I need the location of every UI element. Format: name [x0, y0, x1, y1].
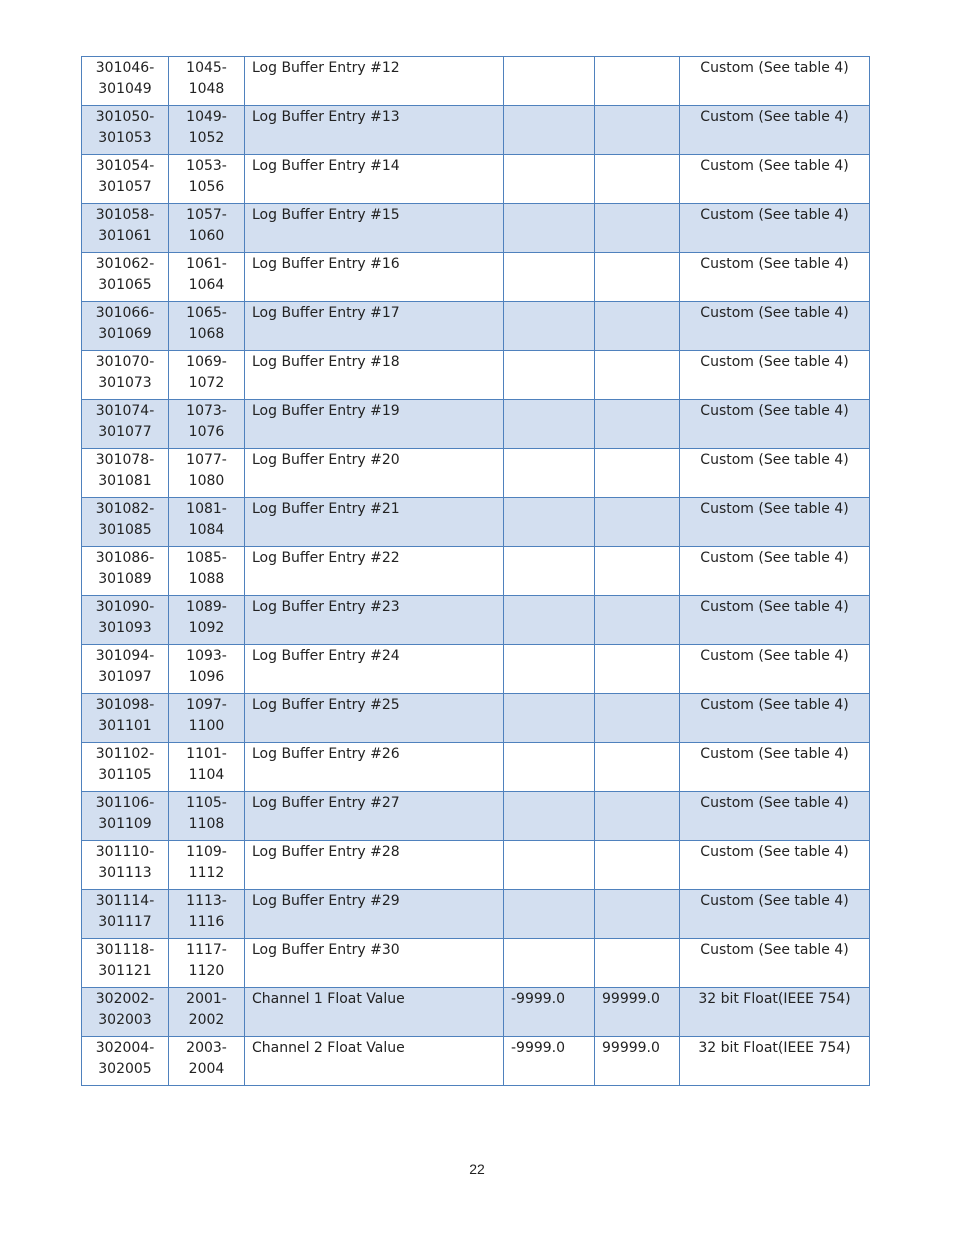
modbus-address-text: 301118-: [95, 942, 155, 958]
register-text: 1101-: [186, 746, 227, 762]
table-row: [82, 890, 870, 939]
modbus-address-text: 301109: [98, 816, 152, 832]
register-text: 1065-: [186, 305, 227, 321]
data-type-cell: [680, 890, 870, 939]
register-cell: [169, 400, 245, 449]
register-text: 1064: [188, 277, 225, 293]
max-value-cell: [595, 596, 680, 645]
modbus-address-cell: [82, 743, 169, 792]
modbus-address-text: 301098-: [95, 697, 155, 713]
min-value-text: -9999.0: [511, 1040, 566, 1056]
max-value-cell: [595, 645, 680, 694]
description-text: Log Buffer Entry #18: [252, 354, 400, 370]
data-type-text: Custom (See table 4): [700, 256, 849, 272]
data-type-text: Custom (See table 4): [700, 109, 849, 125]
data-type-text: 32 bit Float(IEEE 754): [698, 1040, 851, 1056]
max-value-cell: [595, 302, 680, 351]
data-type-text: Custom (See table 4): [700, 648, 849, 664]
data-type-cell: [680, 155, 870, 204]
modbus-address-text: 301086-: [95, 550, 155, 566]
data-type-text: Custom (See table 4): [700, 550, 849, 566]
data-type-text: Custom (See table 4): [700, 501, 849, 517]
description-text: Log Buffer Entry #19: [252, 403, 400, 419]
data-type-text: Custom (See table 4): [700, 452, 849, 468]
table-row: [82, 841, 870, 890]
modbus-address-text: 301065: [98, 277, 152, 293]
table-row: [82, 253, 870, 302]
data-type-cell: [680, 351, 870, 400]
description-text: Channel 1 Float Value: [252, 991, 405, 1007]
register-cell: [169, 547, 245, 596]
description-text: Log Buffer Entry #26: [252, 746, 400, 762]
modbus-address-cell: [82, 498, 169, 547]
modbus-address-text: 301082-: [95, 501, 155, 517]
min-value-cell: [504, 449, 595, 498]
table-row: [82, 1037, 870, 1086]
data-type-cell: [680, 204, 870, 253]
data-type-text: Custom (See table 4): [700, 403, 849, 419]
modbus-address-cell: [82, 645, 169, 694]
modbus-address-text: 301074-: [95, 403, 155, 419]
data-type-text: Custom (See table 4): [700, 746, 849, 762]
register-text: 1112: [188, 865, 225, 881]
description-cell: [245, 400, 504, 449]
table-row: [82, 400, 870, 449]
register-cell: [169, 792, 245, 841]
table-row: [82, 449, 870, 498]
register-text: 1060: [188, 228, 225, 244]
min-value-cell: [504, 596, 595, 645]
description-cell: [245, 351, 504, 400]
modbus-address-cell: [82, 792, 169, 841]
table-row: [82, 743, 870, 792]
register-table: [81, 56, 870, 1086]
modbus-address-text: 301054-: [95, 158, 155, 174]
min-value-cell: [504, 645, 595, 694]
max-value-cell: [595, 890, 680, 939]
register-cell: [169, 449, 245, 498]
modbus-address-text: 301101: [98, 718, 152, 734]
table-row: [82, 204, 870, 253]
register-text: 1093-: [186, 648, 227, 664]
description-text: Log Buffer Entry #20: [252, 452, 400, 468]
page-number: 22: [469, 1161, 485, 1177]
modbus-address-text: 301106-: [95, 795, 155, 811]
data-type-cell: [680, 988, 870, 1037]
register-cell: [169, 939, 245, 988]
description-cell: [245, 890, 504, 939]
register-cell: [169, 253, 245, 302]
max-value-cell: [595, 155, 680, 204]
description-cell: [245, 645, 504, 694]
max-value-text: 99999.0: [602, 1040, 660, 1056]
modbus-address-cell: [82, 988, 169, 1037]
modbus-address-text: 301070-: [95, 354, 155, 370]
table-row: [82, 351, 870, 400]
register-text: 1097-: [186, 697, 227, 713]
register-text: 1096: [188, 669, 225, 685]
register-cell: [169, 351, 245, 400]
register-text: 1088: [188, 571, 225, 587]
modbus-address-text: 301050-: [95, 109, 155, 125]
description-text: Log Buffer Entry #24: [252, 648, 400, 664]
max-value-cell: [595, 939, 680, 988]
data-type-text: Custom (See table 4): [700, 697, 849, 713]
register-text: 1092: [188, 620, 225, 636]
modbus-address-cell: [82, 449, 169, 498]
register-text: 1116: [188, 914, 225, 930]
register-text: 1068: [188, 326, 225, 342]
modbus-address-text: 301105: [98, 767, 152, 783]
modbus-address-text: 301053: [98, 130, 152, 146]
register-text: 1120: [188, 963, 225, 979]
modbus-address-cell: [82, 204, 169, 253]
register-text: 1081-: [186, 501, 227, 517]
description-cell: [245, 302, 504, 351]
data-type-text: Custom (See table 4): [700, 354, 849, 370]
modbus-address-text: 301081: [98, 473, 152, 489]
table-row: [82, 792, 870, 841]
description-text: Log Buffer Entry #16: [252, 256, 400, 272]
description-text: Log Buffer Entry #21: [252, 501, 400, 517]
description-cell: [245, 694, 504, 743]
max-value-cell: [595, 694, 680, 743]
data-type-text: Custom (See table 4): [700, 305, 849, 321]
data-type-cell: [680, 743, 870, 792]
data-type-cell: [680, 1037, 870, 1086]
register-cell: [169, 302, 245, 351]
modbus-address-cell: [82, 106, 169, 155]
max-value-cell: [595, 351, 680, 400]
register-text: 2004: [188, 1061, 225, 1077]
data-type-cell: [680, 302, 870, 351]
modbus-address-text: 301061: [98, 228, 152, 244]
data-type-cell: [680, 939, 870, 988]
modbus-address-text: 302004-: [95, 1040, 155, 1056]
register-text: 1045-: [186, 60, 227, 76]
max-value-cell: [595, 57, 680, 106]
register-text: 2002: [188, 1012, 225, 1028]
max-value-cell: [595, 743, 680, 792]
min-value-cell: [504, 498, 595, 547]
modbus-address-text: 301077: [98, 424, 152, 440]
modbus-address-text: 301066-: [95, 305, 155, 321]
modbus-address-text: 301090-: [95, 599, 155, 615]
register-cell: [169, 645, 245, 694]
min-value-cell: [504, 106, 595, 155]
modbus-address-cell: [82, 302, 169, 351]
max-value-cell: [595, 449, 680, 498]
description-cell: [245, 106, 504, 155]
modbus-address-text: 301058-: [95, 207, 155, 223]
table-row: [82, 596, 870, 645]
description-cell: [245, 253, 504, 302]
description-text: Log Buffer Entry #15: [252, 207, 400, 223]
register-text: 2001-: [186, 991, 227, 1007]
description-text: Log Buffer Entry #30: [252, 942, 400, 958]
data-type-cell: [680, 106, 870, 155]
register-text: 1100: [188, 718, 225, 734]
min-value-cell: [504, 253, 595, 302]
description-cell: [245, 449, 504, 498]
min-value-cell: [504, 694, 595, 743]
data-type-text: Custom (See table 4): [700, 795, 849, 811]
data-type-cell: [680, 449, 870, 498]
table-row: [82, 498, 870, 547]
modbus-address-cell: [82, 351, 169, 400]
register-cell: [169, 1037, 245, 1086]
table-row: [82, 939, 870, 988]
description-text: Log Buffer Entry #25: [252, 697, 400, 713]
min-value-cell: [504, 743, 595, 792]
register-text: 1113-: [186, 893, 227, 909]
register-text: 1085-: [186, 550, 227, 566]
description-cell: [245, 155, 504, 204]
min-value-cell: [504, 204, 595, 253]
max-value-cell: [595, 1037, 680, 1086]
modbus-address-text: 302003: [98, 1012, 152, 1028]
register-text: 1117-: [186, 942, 227, 958]
modbus-address-cell: [82, 596, 169, 645]
data-type-text: Custom (See table 4): [700, 844, 849, 860]
description-text: Channel 2 Float Value: [252, 1040, 405, 1056]
description-cell: [245, 939, 504, 988]
data-type-cell: [680, 400, 870, 449]
table-row: [82, 155, 870, 204]
table-row: [82, 57, 870, 106]
register-text: 1057-: [186, 207, 227, 223]
description-cell: [245, 743, 504, 792]
register-cell: [169, 204, 245, 253]
min-value-cell: [504, 988, 595, 1037]
data-type-text: Custom (See table 4): [700, 158, 849, 174]
register-text: 1084: [188, 522, 225, 538]
modbus-address-text: 301073: [98, 375, 152, 391]
register-cell: [169, 841, 245, 890]
max-value-cell: [595, 253, 680, 302]
table-row: [82, 547, 870, 596]
description-cell: [245, 547, 504, 596]
register-text: 1053-: [186, 158, 227, 174]
register-table-body: [82, 57, 870, 1086]
register-text: 1077-: [186, 452, 227, 468]
table-row: [82, 302, 870, 351]
description-text: Log Buffer Entry #23: [252, 599, 400, 615]
description-cell: [245, 1037, 504, 1086]
modbus-address-text: 301069: [98, 326, 152, 342]
data-type-cell: [680, 596, 870, 645]
modbus-address-text: 301046-: [95, 60, 155, 76]
register-text: 1072: [188, 375, 225, 391]
modbus-address-text: 301110-: [95, 844, 155, 860]
modbus-address-text: 301113: [98, 865, 152, 881]
register-text: 1108: [188, 816, 225, 832]
description-text: Log Buffer Entry #12: [252, 60, 400, 76]
modbus-address-cell: [82, 1037, 169, 1086]
min-value-cell: [504, 400, 595, 449]
data-type-text: Custom (See table 4): [700, 599, 849, 615]
description-text: Log Buffer Entry #28: [252, 844, 400, 860]
modbus-address-cell: [82, 890, 169, 939]
register-cell: [169, 694, 245, 743]
data-type-text: Custom (See table 4): [700, 207, 849, 223]
modbus-address-text: 301117: [98, 914, 152, 930]
modbus-address-cell: [82, 547, 169, 596]
register-text: 1073-: [186, 403, 227, 419]
min-value-cell: [504, 792, 595, 841]
description-text: Log Buffer Entry #22: [252, 550, 400, 566]
modbus-address-cell: [82, 841, 169, 890]
modbus-address-text: 301062-: [95, 256, 155, 272]
modbus-address-text: 302002-: [95, 991, 155, 1007]
description-cell: [245, 841, 504, 890]
register-cell: [169, 57, 245, 106]
min-value-cell: [504, 547, 595, 596]
modbus-address-text: 301078-: [95, 452, 155, 468]
register-text: 1052: [188, 130, 225, 146]
register-text: 1109-: [186, 844, 227, 860]
modbus-address-text: 301097: [98, 669, 152, 685]
register-cell: [169, 106, 245, 155]
modbus-address-cell: [82, 939, 169, 988]
register-text: 1049-: [186, 109, 227, 125]
min-value-text: -9999.0: [511, 991, 566, 1007]
min-value-cell: [504, 351, 595, 400]
register-text: 1069-: [186, 354, 227, 370]
data-type-cell: [680, 841, 870, 890]
modbus-address-cell: [82, 400, 169, 449]
data-type-cell: [680, 253, 870, 302]
max-value-cell: [595, 400, 680, 449]
modbus-address-text: 302005: [98, 1061, 152, 1077]
description-text: Log Buffer Entry #14: [252, 158, 400, 174]
max-value-cell: [595, 988, 680, 1037]
register-text: 1076: [188, 424, 225, 440]
min-value-cell: [504, 155, 595, 204]
min-value-cell: [504, 302, 595, 351]
modbus-address-text: 301114-: [95, 893, 155, 909]
description-cell: [245, 792, 504, 841]
table-row: [82, 694, 870, 743]
description-cell: [245, 988, 504, 1037]
modbus-address-text: 301057: [98, 179, 152, 195]
description-text: Log Buffer Entry #27: [252, 795, 400, 811]
max-value-cell: [595, 106, 680, 155]
description-text: Log Buffer Entry #17: [252, 305, 400, 321]
table-row: [82, 106, 870, 155]
data-type-text: Custom (See table 4): [700, 942, 849, 958]
register-text: 1048: [188, 81, 225, 97]
data-type-cell: [680, 645, 870, 694]
data-type-cell: [680, 57, 870, 106]
description-text: Log Buffer Entry #29: [252, 893, 400, 909]
register-text: 1061-: [186, 256, 227, 272]
register-text: 1105-: [186, 795, 227, 811]
min-value-cell: [504, 841, 595, 890]
modbus-address-text: 301089: [98, 571, 152, 587]
description-text: Log Buffer Entry #13: [252, 109, 400, 125]
register-cell: [169, 988, 245, 1037]
modbus-address-cell: [82, 694, 169, 743]
max-value-text: 99999.0: [602, 991, 660, 1007]
data-type-text: Custom (See table 4): [700, 60, 849, 76]
modbus-address-text: 301094-: [95, 648, 155, 664]
min-value-cell: [504, 939, 595, 988]
max-value-cell: [595, 547, 680, 596]
max-value-cell: [595, 204, 680, 253]
min-value-cell: [504, 57, 595, 106]
register-text: 2003-: [186, 1040, 227, 1056]
description-cell: [245, 596, 504, 645]
data-type-cell: [680, 792, 870, 841]
modbus-address-text: 301102-: [95, 746, 155, 762]
min-value-cell: [504, 1037, 595, 1086]
register-text: 1089-: [186, 599, 227, 615]
register-cell: [169, 596, 245, 645]
modbus-address-text: 301049: [98, 81, 152, 97]
max-value-cell: [595, 841, 680, 890]
register-cell: [169, 890, 245, 939]
modbus-address-text: 301093: [98, 620, 152, 636]
modbus-address-cell: [82, 155, 169, 204]
register-text: 1080: [188, 473, 225, 489]
data-type-text: Custom (See table 4): [700, 893, 849, 909]
data-type-text: 32 bit Float(IEEE 754): [698, 991, 851, 1007]
description-cell: [245, 498, 504, 547]
min-value-cell: [504, 890, 595, 939]
modbus-address-text: 301121: [98, 963, 152, 979]
modbus-address-cell: [82, 57, 169, 106]
register-cell: [169, 498, 245, 547]
data-type-cell: [680, 694, 870, 743]
table-row: [82, 645, 870, 694]
register-text: 1104: [188, 767, 225, 783]
description-cell: [245, 204, 504, 253]
modbus-address-cell: [82, 253, 169, 302]
max-value-cell: [595, 498, 680, 547]
table-row: [82, 988, 870, 1037]
register-cell: [169, 155, 245, 204]
description-cell: [245, 57, 504, 106]
data-type-cell: [680, 547, 870, 596]
register-text: 1056: [188, 179, 225, 195]
modbus-address-text: 301085: [98, 522, 152, 538]
data-type-cell: [680, 498, 870, 547]
max-value-cell: [595, 792, 680, 841]
register-cell: [169, 743, 245, 792]
